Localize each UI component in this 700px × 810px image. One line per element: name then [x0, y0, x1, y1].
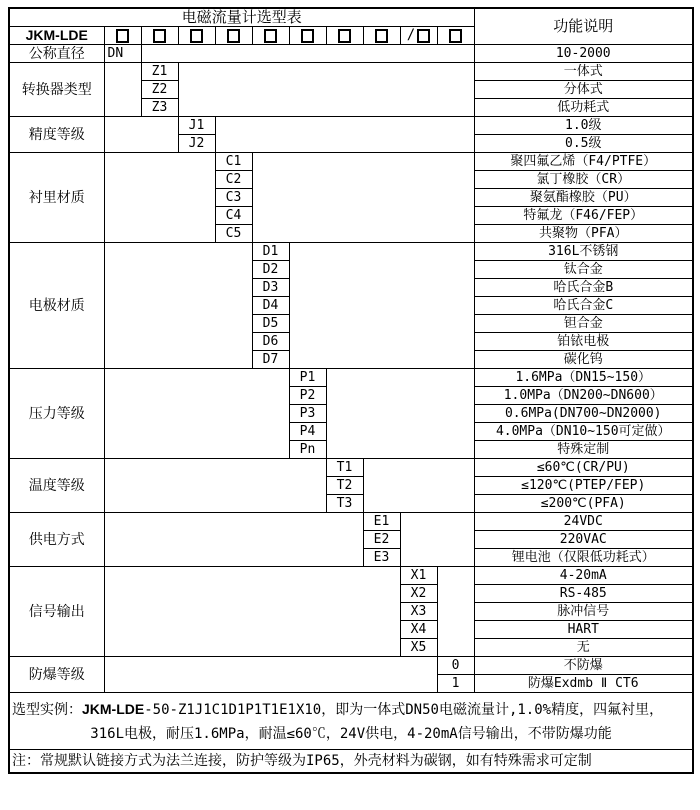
code-cell: Z1 — [141, 63, 178, 81]
desc-cell: 24VDC — [474, 513, 693, 531]
empty-cell — [252, 153, 474, 243]
code-cell: D3 — [252, 279, 289, 297]
code-cell: C5 — [215, 225, 252, 243]
section-label: 精度等级 — [9, 117, 104, 153]
empty-cell — [437, 567, 474, 657]
desc-cell: 共聚物（PFA） — [474, 225, 693, 243]
code-cell: E2 — [363, 531, 400, 549]
desc-cell: 碳化钨 — [474, 351, 693, 369]
model-checkbox[interactable] — [417, 29, 430, 43]
section-label: 压力等级 — [9, 369, 104, 459]
code-cell: C2 — [215, 171, 252, 189]
desc-cell: 1.0级 — [474, 117, 693, 135]
checkbox-cell — [326, 27, 363, 45]
code-cell: D6 — [252, 333, 289, 351]
model-checkbox[interactable] — [301, 29, 314, 43]
desc-cell: 4-20mA — [474, 567, 693, 585]
desc-cell: 0.5级 — [474, 135, 693, 153]
code-cell: Pn — [289, 441, 326, 459]
code-cell: X2 — [400, 585, 437, 603]
section-label: 供电方式 — [9, 513, 104, 567]
desc-cell: 1.6MPa（DN15~150） — [474, 369, 693, 387]
model-checkbox[interactable] — [449, 29, 462, 43]
code-cell: T3 — [326, 495, 363, 513]
code-cell: X3 — [400, 603, 437, 621]
desc-cell: ≤200℃(PFA) — [474, 495, 693, 513]
section-label: 防爆等级 — [9, 657, 104, 693]
code-cell: 0 — [437, 657, 474, 675]
desc-cell: 10-2000 — [474, 45, 693, 63]
code-cell: P4 — [289, 423, 326, 441]
section-label: 电极材质 — [9, 243, 104, 369]
desc-cell: 无 — [474, 639, 693, 657]
code-cell: D1 — [252, 243, 289, 261]
empty-cell — [400, 513, 474, 567]
code-cell: D7 — [252, 351, 289, 369]
desc-cell: 220VAC — [474, 531, 693, 549]
empty-cell — [104, 243, 252, 369]
desc-cell: 特氟龙（F46/FEP） — [474, 207, 693, 225]
section-label: 信号输出 — [9, 567, 104, 657]
code-cell: T1 — [326, 459, 363, 477]
empty-cell — [104, 153, 215, 243]
code-cell: P2 — [289, 387, 326, 405]
empty-cell — [326, 369, 474, 459]
section-label: 公称直径 — [9, 45, 104, 63]
code-cell: C1 — [215, 153, 252, 171]
example-model-code: JKM-LDE — [82, 700, 145, 717]
code-cell: Z2 — [141, 81, 178, 99]
checkbox-cell — [252, 27, 289, 45]
code-cell: X5 — [400, 639, 437, 657]
function-header: 功能说明 — [474, 8, 693, 45]
example-row — [9, 693, 693, 750]
empty-cell — [363, 459, 474, 513]
checkbox-cell — [178, 27, 215, 45]
desc-cell: 聚四氟乙烯（F4/PTFE） — [474, 153, 693, 171]
desc-cell: 脉冲信号 — [474, 603, 693, 621]
code-cell: E1 — [363, 513, 400, 531]
code-cell: T2 — [326, 477, 363, 495]
code-cell: J2 — [178, 135, 215, 153]
code-cell: 1 — [437, 675, 474, 693]
empty-cell — [104, 513, 363, 567]
model-checkbox[interactable] — [338, 29, 351, 43]
empty-cell — [104, 567, 400, 657]
empty-cell — [104, 369, 289, 459]
slash-separator: / — [406, 27, 416, 43]
model-checkbox[interactable] — [227, 29, 240, 43]
table-title: 电磁流量计选型表 — [9, 8, 474, 27]
model-checkbox[interactable] — [264, 29, 277, 43]
desc-cell: 氯丁橡胶（CR） — [474, 171, 693, 189]
example-prefix: 选型实例： — [12, 701, 82, 718]
empty-cell — [104, 657, 437, 693]
checkbox-cell — [400, 27, 437, 45]
desc-cell: 聚氨酯橡胶（PU） — [474, 189, 693, 207]
model-checkbox[interactable] — [190, 29, 203, 43]
code-cell: C4 — [215, 207, 252, 225]
empty-cell — [178, 63, 474, 117]
code-cell: X1 — [400, 567, 437, 585]
empty-cell — [104, 117, 178, 153]
desc-cell: 分体式 — [474, 81, 693, 99]
checkbox-cell — [363, 27, 400, 45]
desc-cell: 不防爆 — [474, 657, 693, 675]
section-label: 温度等级 — [9, 459, 104, 513]
desc-cell: 钽合金 — [474, 315, 693, 333]
checkbox-cell — [215, 27, 252, 45]
desc-cell: 316L不锈钢 — [474, 243, 693, 261]
checkbox-cell — [289, 27, 326, 45]
model-checkbox[interactable] — [375, 29, 388, 43]
desc-cell: 4.0MPa（DN10~150可定做） — [474, 423, 693, 441]
checkbox-cell — [437, 27, 474, 45]
code-cell: DN — [104, 45, 141, 63]
desc-cell: ≤60℃(CR/PU) — [474, 459, 693, 477]
model-checkbox[interactable] — [153, 29, 166, 43]
code-cell: D4 — [252, 297, 289, 315]
empty-cell — [141, 45, 474, 63]
desc-cell: 钛合金 — [474, 261, 693, 279]
note-row: 注：常规默认链接方式为法兰连接，防护等级为IP65，外壳材料为碳钢，如有特殊需求可定制 — [9, 750, 693, 774]
empty-cell — [289, 243, 474, 369]
code-cell: D5 — [252, 315, 289, 333]
model-checkbox[interactable] — [116, 29, 129, 43]
desc-cell: 一体式 — [474, 63, 693, 81]
example-line2: 316L电极，耐压1.6MPa，耐温≤60℃，24V供电，4-20mA信号输出，不带防爆功能 — [90, 725, 612, 742]
example-rest: -50-Z1J1C1D1P1T1E1X10，即为一体式DN50电磁流量计,1.0%精度，四氟衬里， — [144, 701, 664, 718]
code-cell: P3 — [289, 405, 326, 423]
desc-cell: 哈氏合金B — [474, 279, 693, 297]
section-label: 衬里材质 — [9, 153, 104, 243]
selection-table — [8, 7, 694, 774]
example-line1 — [12, 697, 690, 722]
desc-cell: 锂电池（仅限低功耗式） — [474, 549, 693, 567]
desc-cell: 哈氏合金C — [474, 297, 693, 315]
section-label: 转换器类型 — [9, 63, 104, 117]
empty-cell — [215, 117, 474, 153]
code-cell: Z3 — [141, 99, 178, 117]
code-cell: D2 — [252, 261, 289, 279]
desc-cell: 1.0MPa（DN200~DN600） — [474, 387, 693, 405]
desc-cell: 铂铱电极 — [474, 333, 693, 351]
model-label: JKM-LDE — [9, 27, 104, 45]
desc-cell: 低功耗式 — [474, 99, 693, 117]
code-cell: E3 — [363, 549, 400, 567]
code-cell: J1 — [178, 117, 215, 135]
checkbox-cell — [141, 27, 178, 45]
desc-cell: HART — [474, 621, 693, 639]
desc-cell: RS-485 — [474, 585, 693, 603]
checkbox-cell — [104, 27, 141, 45]
desc-cell: 特殊定制 — [474, 441, 693, 459]
empty-cell — [104, 459, 326, 513]
desc-cell: 防爆Exdmb Ⅱ CT6 — [474, 675, 693, 693]
code-cell: X4 — [400, 621, 437, 639]
code-cell: C3 — [215, 189, 252, 207]
desc-cell: ≤120℃(PTEP/FEP) — [474, 477, 693, 495]
code-cell: P1 — [289, 369, 326, 387]
empty-cell — [104, 63, 141, 117]
desc-cell: 0.6MPa(DN700~DN2000) — [474, 405, 693, 423]
